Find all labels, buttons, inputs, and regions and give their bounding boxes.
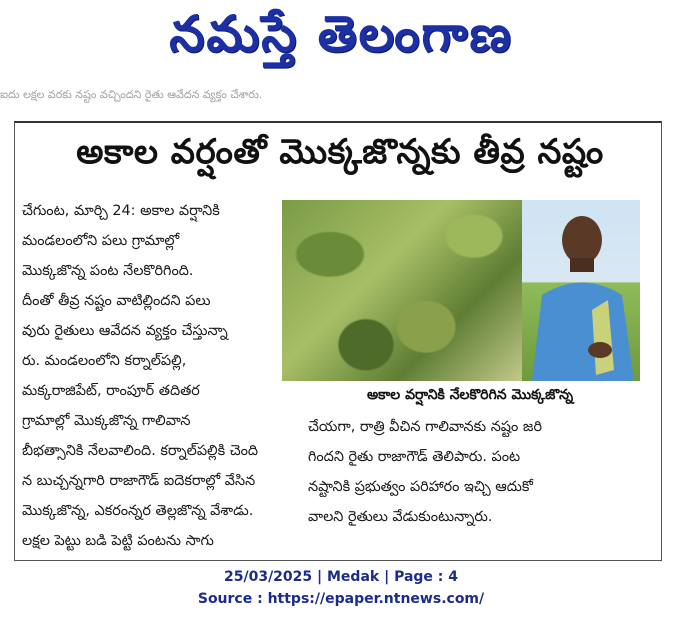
source-link[interactable]: Source : https://epaper.ntnews.com/ xyxy=(197,591,485,607)
cropped-previous-article-text: ఐదు లక్షల వరకు నష్టం వచ్చిందని రైతు ఆవేదన వ్యక్తం చేశారు. xyxy=(0,88,263,101)
article-line: వురు రైతులు ఆవేదన వ్యక్తం చేస్తున్నా xyxy=(22,323,228,339)
damaged-maize-field-image xyxy=(282,200,522,381)
farmer-portrait-image xyxy=(522,200,640,381)
article-line: గ్రామాల్లో మొక్కజొన్న గాలివాన xyxy=(22,413,191,429)
article-line: వాలని రైతులు వేడుకుంటున్నారు. xyxy=(308,509,493,525)
article-line: గిందని రైతు రాజాగౌడ్ తెలిపారు. పంట xyxy=(308,449,521,465)
photo-caption: అకాల వర్షానికి నేలకొరిగిన మొక్కజొన్న xyxy=(366,387,574,403)
article-line: చేగుంట, మార్చి 24: అకాల వర్షానికి xyxy=(22,203,220,219)
article-line: న బుచ్చన్నగారి రాజాగౌడ్ ఐదెకరాల్లో వేసిన xyxy=(22,473,256,489)
farmer-figure-icon xyxy=(522,200,640,381)
article-line: మొక్కజొన్న పంట నేలకొరిగింది. xyxy=(22,263,194,279)
edition-info: 25/03/2025 | Medak | Page : 4 xyxy=(223,569,459,585)
newspaper-logo: నమస్తే తెలంగాణ xyxy=(169,4,513,63)
article-column-left xyxy=(22,196,274,556)
article-line: మక్కరాజిపేట్, రాంపూర్ తదితర xyxy=(22,383,200,399)
article-headline: అకాల వర్షంతో మొక్కజొన్నకు తీవ్ర నష్టం xyxy=(76,132,604,172)
article-line: మొక్కజొన్న, ఎకరంన్నర తెల్లజొన్న వేశాడు. xyxy=(22,503,254,519)
source-footer xyxy=(0,566,682,610)
article-photo xyxy=(282,200,640,381)
article-line: చేయగా, రాత్రి వీచిన గాలివానకు నష్టం జరి xyxy=(308,419,542,435)
article-line: నష్టానికి ప్రభుత్వం పరిహారం ఇచ్చి ఆదుకో xyxy=(308,479,534,495)
article-line: మండలంలోని పలు గ్రామాల్లో xyxy=(22,233,180,249)
article-line: దీంతో తీవ్ర నష్టం వాటిల్లిందని పలు xyxy=(22,293,211,309)
article-column-right xyxy=(308,412,654,532)
masthead xyxy=(0,0,682,80)
article-line: రు. మండలంలోని కర్నాల్‌పల్లి, xyxy=(22,353,187,369)
article-line: లక్షల పెట్టు బడి పెట్టి పంటను సాగు xyxy=(22,533,214,549)
article-line: బీభత్సానికి నేలవాలింది. కర్నాల్‌పల్లికి చెంది xyxy=(22,443,259,459)
